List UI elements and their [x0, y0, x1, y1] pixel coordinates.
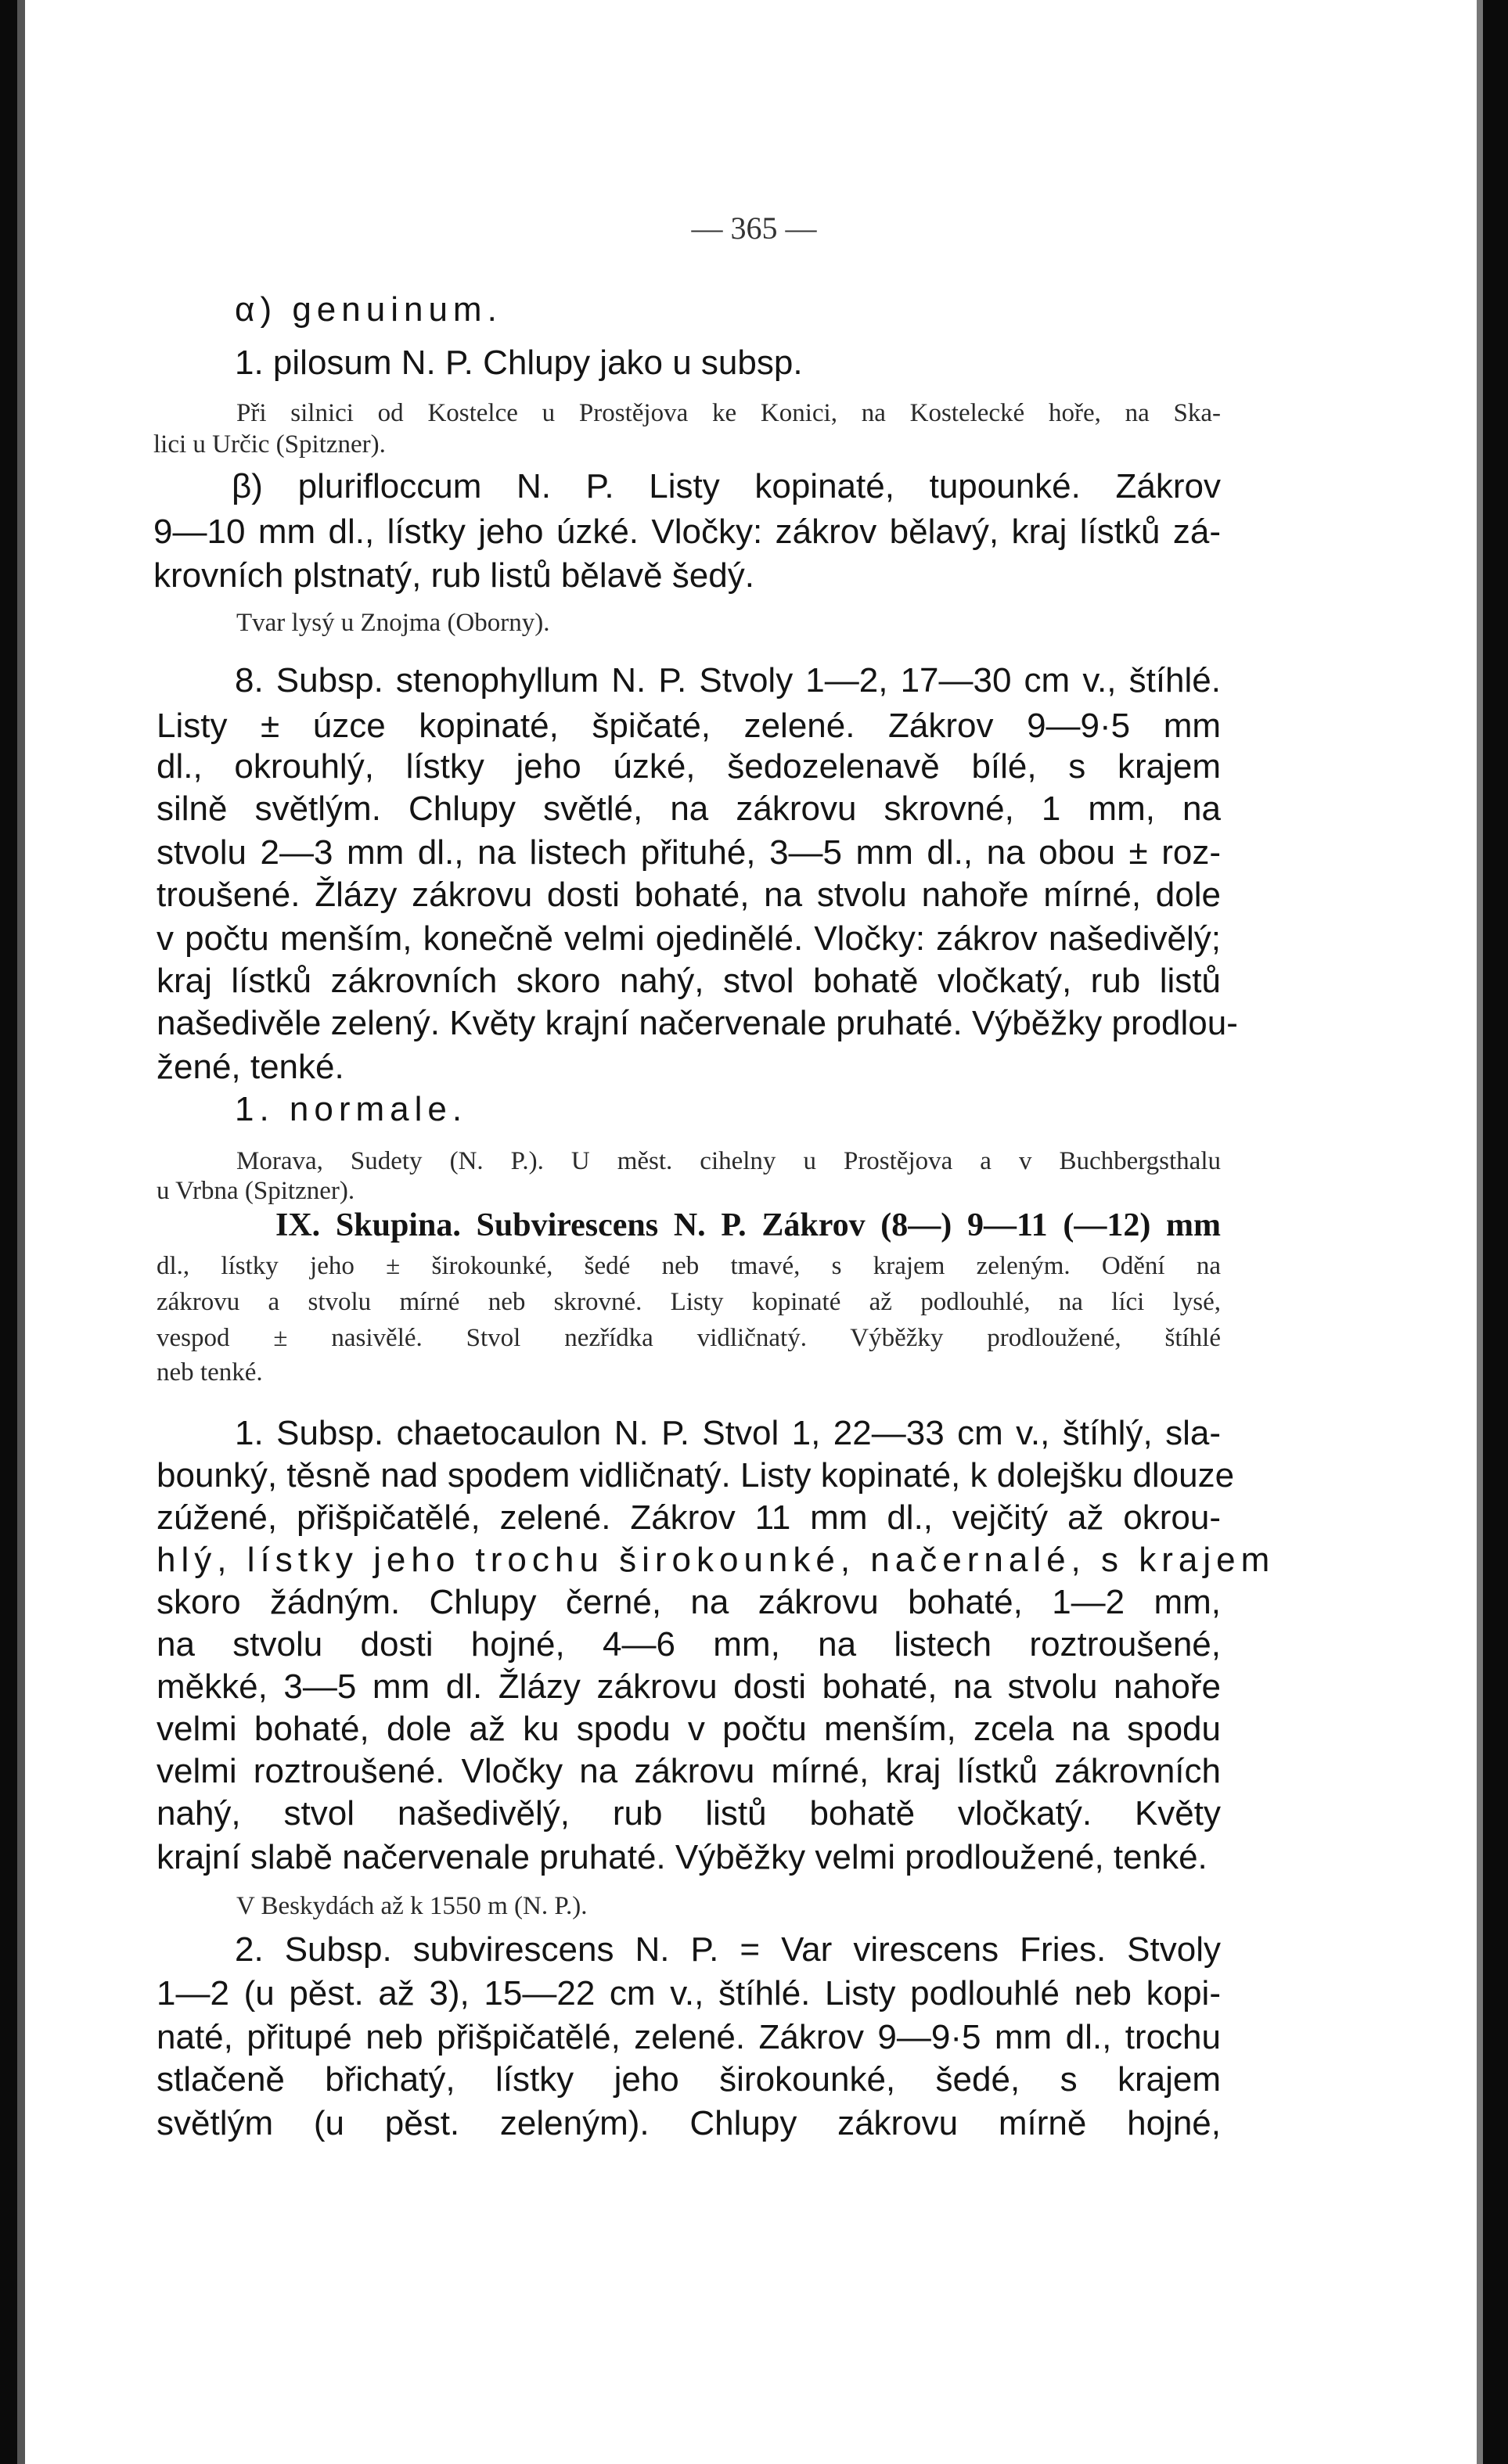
- text-line: stlačeně břichatý, lístky jeho širokounké, šedé, s krajem: [157, 2060, 1221, 2099]
- page-number: — 365 —: [691, 210, 817, 246]
- text-line: Při silnici od Kostelce u Prostějova ke Konici, na Kostelecké hoře, na Ska-: [236, 399, 1221, 427]
- text-line: 9—10 mm dl., lístky jeho úzké. Vločky: zákrov bělavý, kraj lístků zá-: [153, 513, 1221, 551]
- scan-border-left: [0, 0, 17, 2464]
- text-line: hlý, lístky jeho trochu širokounké, načernalé, s krajem: [157, 1541, 1276, 1579]
- text-line: velmi bohaté, dole až ku spodu v počtu menším, zcela na spodu: [157, 1710, 1221, 1748]
- text-line: IX. Skupina. Subvirescens N. P. Zákrov (8—) 9—11 (—12) mm: [275, 1207, 1221, 1243]
- text-line: neb tenké.: [157, 1358, 263, 1387]
- text-line: Listy ± úzce kopinaté, špičaté, zelené. Zákrov 9—9·5 mm: [157, 707, 1221, 745]
- text-line: 1—2 (u pěst. až 3), 15—22 cm v., štíhlé. Listy podlouhlé neb kopi-: [157, 1974, 1221, 2013]
- text-line: 1. normale.: [235, 1090, 468, 1128]
- text-line: β) plurifloccum N. P. Listy kopinaté, tupounké. Zákrov: [232, 467, 1221, 505]
- text-line: 1. Subsp. chaetocaulon N. P. Stvol 1, 22—33 cm v., štíhlý, sla-: [235, 1414, 1221, 1452]
- text-line: měkké, 3—5 mm dl. Žlázy zákrovu dosti bohaté, na stvolu nahoře: [157, 1667, 1221, 1706]
- text-line: krovních plstnatý, rub listů bělavě šedý.: [153, 556, 754, 595]
- text-line: silně světlým. Chlupy světlé, na zákrovu skrovné, 1 mm, na: [157, 790, 1221, 828]
- text-line: našedivěle zelený. Květy krajní načervenale pruhaté. Výběžky prodlou-: [157, 1004, 1238, 1042]
- text-line: kraj lístků zákrovních skoro nahý, stvol bohatě vločkatý, rub listů: [157, 962, 1221, 1000]
- text-line: 1. pilosum N. P. Chlupy jako u subsp.: [235, 344, 803, 382]
- text-line: naté, přitupé neb přišpičatělé, zelené. Zákrov 9—9·5 mm dl., trochu: [157, 2018, 1221, 2056]
- text-line: u Vrbna (Spitzner).: [157, 1177, 355, 1205]
- text-line: 8. Subsp. stenophyllum N. P. Stvoly 1—2, 17—30 cm v., štíhlé.: [235, 661, 1221, 700]
- scan-border-right-shadow: [1477, 0, 1483, 2464]
- text-line: Tvar lysý u Znojma (Oborny).: [236, 609, 550, 637]
- text-line: bounký, těsně nad spodem vidličnatý. Listy kopinaté, k dolejšku dlouze: [157, 1456, 1235, 1495]
- text-line: zákrovu a stvolu mírné neb skrovné. Listy kopinaté až podlouhlé, na líci lysé,: [157, 1288, 1221, 1316]
- text-line: vespod ± nasivělé. Stvol nezřídka vidličnatý. Výběžky prodloužené, štíhlé: [157, 1324, 1221, 1352]
- text-line: troušené. Žlázy zákrovu dosti bohaté, na stvolu nahoře mírné, dole: [157, 876, 1221, 914]
- text-line: na stvolu dosti hojné, 4—6 mm, na listech roztroušené,: [157, 1625, 1221, 1664]
- text-line: krajní slabě načervenale pruhaté. Výběžky velmi prodloužené, tenké.: [157, 1838, 1207, 1876]
- text-line: žené, tenké.: [157, 1048, 344, 1086]
- text-line: stvolu 2—3 mm dl., na listech přituhé, 3—5 mm dl., na obou ± roz-: [157, 833, 1221, 872]
- scan-border-right: [1483, 0, 1508, 2464]
- text-line: α) genuinum.: [235, 290, 502, 329]
- text-line: lici u Určic (Spitzner).: [153, 430, 386, 459]
- scan-border-left-shadow: [17, 0, 25, 2464]
- text-line: 2. Subsp. subvirescens N. P. = Var virescens Fries. Stvoly: [235, 1930, 1221, 1969]
- text-line: dl., okrouhlý, lístky jeho úzké, šedozelenavě bílé, s krajem: [157, 747, 1221, 786]
- text-line: Morava, Sudety (N. P.). U měst. cihelny u Prostějova a v Buchbergsthalu: [236, 1147, 1221, 1175]
- text-line: V Beskydách až k 1550 m (N. P.).: [236, 1892, 588, 1920]
- text-line: světlým (u pěst. zeleným). Chlupy zákrovu mírně hojné,: [157, 2104, 1221, 2142]
- text-line: zúžené, přišpičatělé, zelené. Zákrov 11 mm dl., vejčitý až okrou-: [157, 1498, 1221, 1537]
- text-line: velmi roztroušené. Vločky na zákrovu mírné, kraj lístků zákrovních: [157, 1752, 1221, 1790]
- text-line: nahý, stvol našedivělý, rub listů bohatě vločkatý. Květy: [157, 1794, 1221, 1833]
- text-line: v počtu menším, konečně velmi ojedinělé. Vločky: zákrov našedivělý;: [157, 919, 1221, 958]
- text-line: skoro žádným. Chlupy černé, na zákrovu bohaté, 1—2 mm,: [157, 1583, 1221, 1621]
- text-line: dl., lístky jeho ± širokounké, šedé neb tmavé, s krajem zeleným. Odění na: [157, 1252, 1221, 1280]
